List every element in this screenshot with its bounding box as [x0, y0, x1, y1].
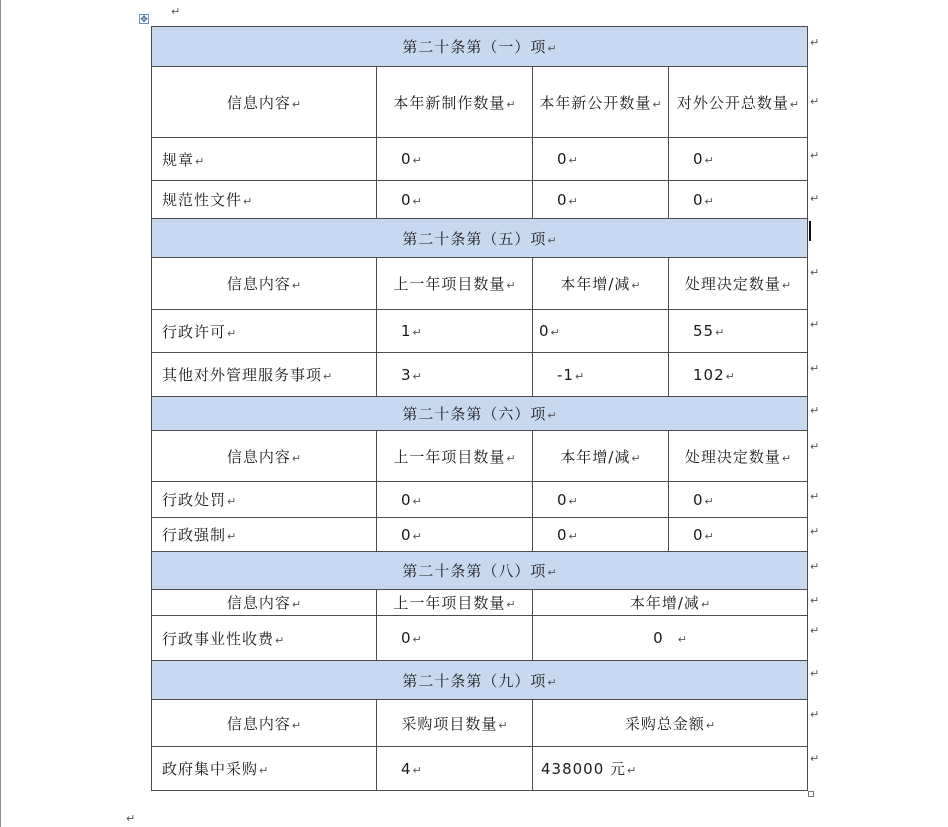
- table-resize-handle[interactable]: [808, 791, 814, 797]
- item-cell[interactable]: 行政许可↵: [152, 310, 377, 353]
- section-title-cell[interactable]: 第二十条第（五）项↵: [152, 219, 808, 258]
- row-end-mark: ↵: [810, 404, 820, 417]
- item-cell[interactable]: 行政事业性收费↵: [152, 616, 377, 661]
- header-cell[interactable]: 本年增/减↵: [533, 258, 669, 310]
- header-cell[interactable]: 本年增/减↵: [533, 590, 808, 616]
- column-header-row: [152, 258, 808, 310]
- section-header-row: [152, 219, 808, 258]
- item-cell[interactable]: 其他对外管理服务事项↵: [152, 353, 377, 397]
- column-header-row: [152, 67, 808, 138]
- header-cell[interactable]: 本年增/减↵: [533, 431, 669, 482]
- item-cell[interactable]: 行政处罚↵: [152, 482, 377, 518]
- value-cell[interactable]: 0↵: [669, 482, 808, 518]
- section-title-cell[interactable]: 第二十条第（六）项↵: [152, 397, 808, 431]
- value-cell[interactable]: -1↵: [533, 353, 669, 397]
- value-cell[interactable]: 0↵: [377, 482, 533, 518]
- header-cell[interactable]: 采购总金额↵: [533, 700, 808, 747]
- table-row: [152, 518, 808, 552]
- table-row: [152, 310, 808, 353]
- table-row: [152, 353, 808, 397]
- value-cell[interactable]: 0↵: [377, 518, 533, 552]
- value-cell[interactable]: 3↵: [377, 353, 533, 397]
- value-cell[interactable]: 0↵: [533, 482, 669, 518]
- table-row: [152, 616, 808, 661]
- section-header-row: [152, 27, 808, 67]
- row-end-mark: ↵: [810, 667, 820, 680]
- value-cell[interactable]: 0↵: [377, 181, 533, 219]
- value-cell[interactable]: 0↵: [669, 181, 808, 219]
- page-left-edge: [0, 0, 1, 827]
- value-cell[interactable]: 55↵: [669, 310, 808, 353]
- row-end-mark: ↵: [810, 624, 820, 637]
- item-cell[interactable]: 规章↵: [152, 138, 377, 181]
- row-end-mark: ↵: [810, 708, 820, 721]
- value-cell[interactable]: 102↵: [669, 353, 808, 397]
- row-end-mark: ↵: [810, 149, 820, 162]
- row-end-mark: ↵: [810, 95, 820, 108]
- value-cell[interactable]: 0↵: [377, 616, 533, 661]
- section-header-row: [152, 397, 808, 431]
- value-cell[interactable]: 0↵: [533, 518, 669, 552]
- table-row: [152, 181, 808, 219]
- value-cell[interactable]: 0↵: [669, 518, 808, 552]
- column-header-row: [152, 700, 808, 747]
- header-cell[interactable]: 对外公开总数量↵: [669, 67, 808, 138]
- section-header-row: [152, 661, 808, 700]
- paragraph-mark: ↵: [171, 5, 181, 18]
- item-cell[interactable]: 规范性文件↵: [152, 181, 377, 219]
- row-end-mark: ↵: [810, 362, 820, 375]
- row-end-mark: ↵: [810, 192, 820, 205]
- header-cell[interactable]: 信息内容↵: [152, 258, 377, 310]
- section-header-row: [152, 552, 808, 590]
- header-cell[interactable]: 上一年项目数量↵: [377, 258, 533, 310]
- disclosure-table: [151, 26, 808, 791]
- table-move-handle-icon[interactable]: ✥: [140, 15, 148, 25]
- value-cell[interactable]: 438000 元↵: [533, 747, 808, 791]
- header-cell[interactable]: 本年新制作数量↵: [377, 67, 533, 138]
- row-end-mark: ↵: [810, 36, 820, 49]
- table-row: [152, 138, 808, 181]
- row-end-mark: ↵: [810, 752, 820, 765]
- row-end-mark: ↵: [810, 594, 820, 607]
- header-cell[interactable]: 处理决定数量↵: [669, 431, 808, 482]
- header-cell[interactable]: 本年新公开数量↵: [533, 67, 669, 138]
- header-cell[interactable]: 上一年项目数量↵: [377, 431, 533, 482]
- row-end-mark: ↵: [810, 560, 820, 573]
- header-cell[interactable]: 信息内容↵: [152, 590, 377, 616]
- value-cell[interactable]: 0↵: [669, 138, 808, 181]
- row-end-mark: ↵: [810, 318, 820, 331]
- header-cell[interactable]: 信息内容↵: [152, 431, 377, 482]
- column-header-row: [152, 431, 808, 482]
- value-cell[interactable]: 0↵: [377, 138, 533, 181]
- text-cursor: [809, 221, 811, 241]
- paragraph-mark: ↵: [126, 812, 136, 825]
- header-cell[interactable]: 信息内容↵: [152, 700, 377, 747]
- row-end-mark: ↵: [810, 490, 820, 503]
- section-title-cell[interactable]: 第二十条第（一）项↵: [152, 27, 808, 67]
- value-cell[interactable]: 0 ↵: [533, 616, 808, 661]
- section-title-cell[interactable]: 第二十条第（八）项↵: [152, 552, 808, 590]
- table-row: [152, 482, 808, 518]
- row-end-mark: ↵: [810, 440, 820, 453]
- value-cell[interactable]: 0↵: [533, 181, 669, 219]
- value-cell[interactable]: 0↵: [533, 310, 669, 353]
- header-cell[interactable]: 信息内容↵: [152, 67, 377, 138]
- column-header-row: [152, 590, 808, 616]
- item-cell[interactable]: 行政强制↵: [152, 518, 377, 552]
- section-title-cell[interactable]: 第二十条第（九）项↵: [152, 661, 808, 700]
- header-cell[interactable]: 上一年项目数量↵: [377, 590, 533, 616]
- row-end-mark: ↵: [810, 525, 820, 538]
- header-cell[interactable]: 采购项目数量↵: [377, 700, 533, 747]
- item-cell[interactable]: 政府集中采购↵: [152, 747, 377, 791]
- value-cell[interactable]: 1↵: [377, 310, 533, 353]
- value-cell[interactable]: 0↵: [533, 138, 669, 181]
- row-end-mark: ↵: [810, 266, 820, 279]
- header-cell[interactable]: 处理决定数量↵: [669, 258, 808, 310]
- value-cell[interactable]: 4↵: [377, 747, 533, 791]
- table-row: [152, 747, 808, 791]
